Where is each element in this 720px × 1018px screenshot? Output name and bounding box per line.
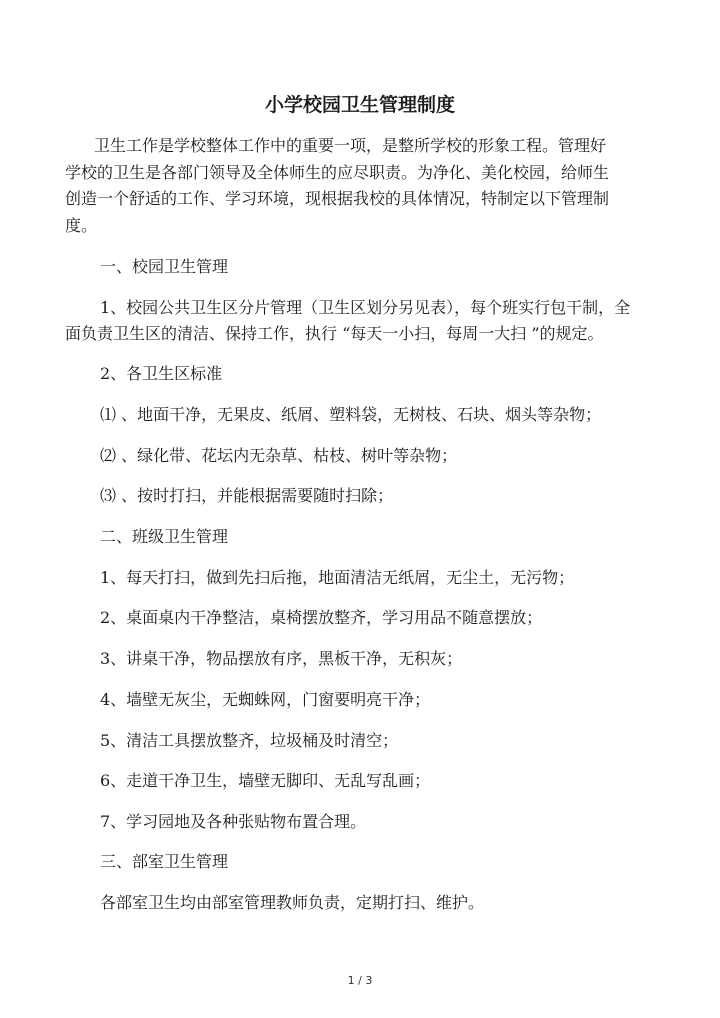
section-2-item-3: 3、讲桌干净，物品摆放有序，黑板干净，无积灰； [100, 649, 463, 668]
intro-line-4: 度。 [65, 216, 98, 235]
page-number: 1 / 3 [347, 974, 373, 987]
section-1-sub-item-1: ⑴ 、地面干净，无果皮、纸屑、塑料袋，无树枝、石块、烟头等杂物； [100, 405, 602, 424]
section-1-item-1-line-2: 面负责卫生区的清洁、保持工作，执行 “每天一小扫，每周一大扫 ”的规定。 [65, 324, 604, 343]
intro-line-2: 学校的卫生是各部门领导及全体师生的应尽职责。为净化、美化校园，给师生 [65, 163, 610, 182]
section-2-item-5: 5、清洁工具摆放整齐，垃圾桶及时清空； [100, 731, 399, 750]
section-2-item-6: 6、走道干净卫生，墙壁无脚印、无乱写乱画； [100, 771, 431, 790]
section-3-heading: 三、部室卫生管理 [100, 852, 229, 871]
section-2-item-1: 1、每天打扫，做到先扫后拖，地面清洁无纸屑，无尘土，无污物； [100, 568, 575, 587]
section-1-item-1-line-1: 1、校园公共卫生区分片管理（卫生区划分另见表），每个班实行包干制，全 [100, 298, 631, 317]
section-3-text: 各部室卫生均由部室管理教师负责，定期打扫、维护。 [100, 893, 485, 912]
section-1-sub-item-3: ⑶ 、按时打扫，并能根据需要随时扫除； [100, 486, 394, 505]
section-2-item-2: 2、桌面桌内干净整洁，桌椅摆放整齐，学习用品不随意摆放； [100, 608, 543, 627]
section-2-item-7: 7、学习园地及各种张贴物布置合理。 [100, 812, 367, 831]
intro-line-3: 创造一个舒适的工作、学习环境，现根据我校的具体情况，特制定以下管理制 [65, 189, 610, 208]
section-2-item-4: 4、墙壁无灰尘，无蜘蛛网，门窗要明亮干净； [100, 690, 431, 709]
section-1-item-2: 2、各卫生区标准 [100, 364, 223, 383]
section-1-heading: 一、校园卫生管理 [100, 257, 229, 276]
section-2-heading: 二、班级卫生管理 [100, 527, 229, 546]
intro-line-1: 卫生工作是学校整体工作中的重要一项，是整所学校的形象工程。管理好 [94, 136, 607, 155]
document-title: 小学校园卫生管理制度 [264, 94, 455, 116]
section-1-sub-item-2: ⑵ 、绿化带、花坛内无杂草、枯枝、树叶等杂物； [100, 446, 458, 465]
